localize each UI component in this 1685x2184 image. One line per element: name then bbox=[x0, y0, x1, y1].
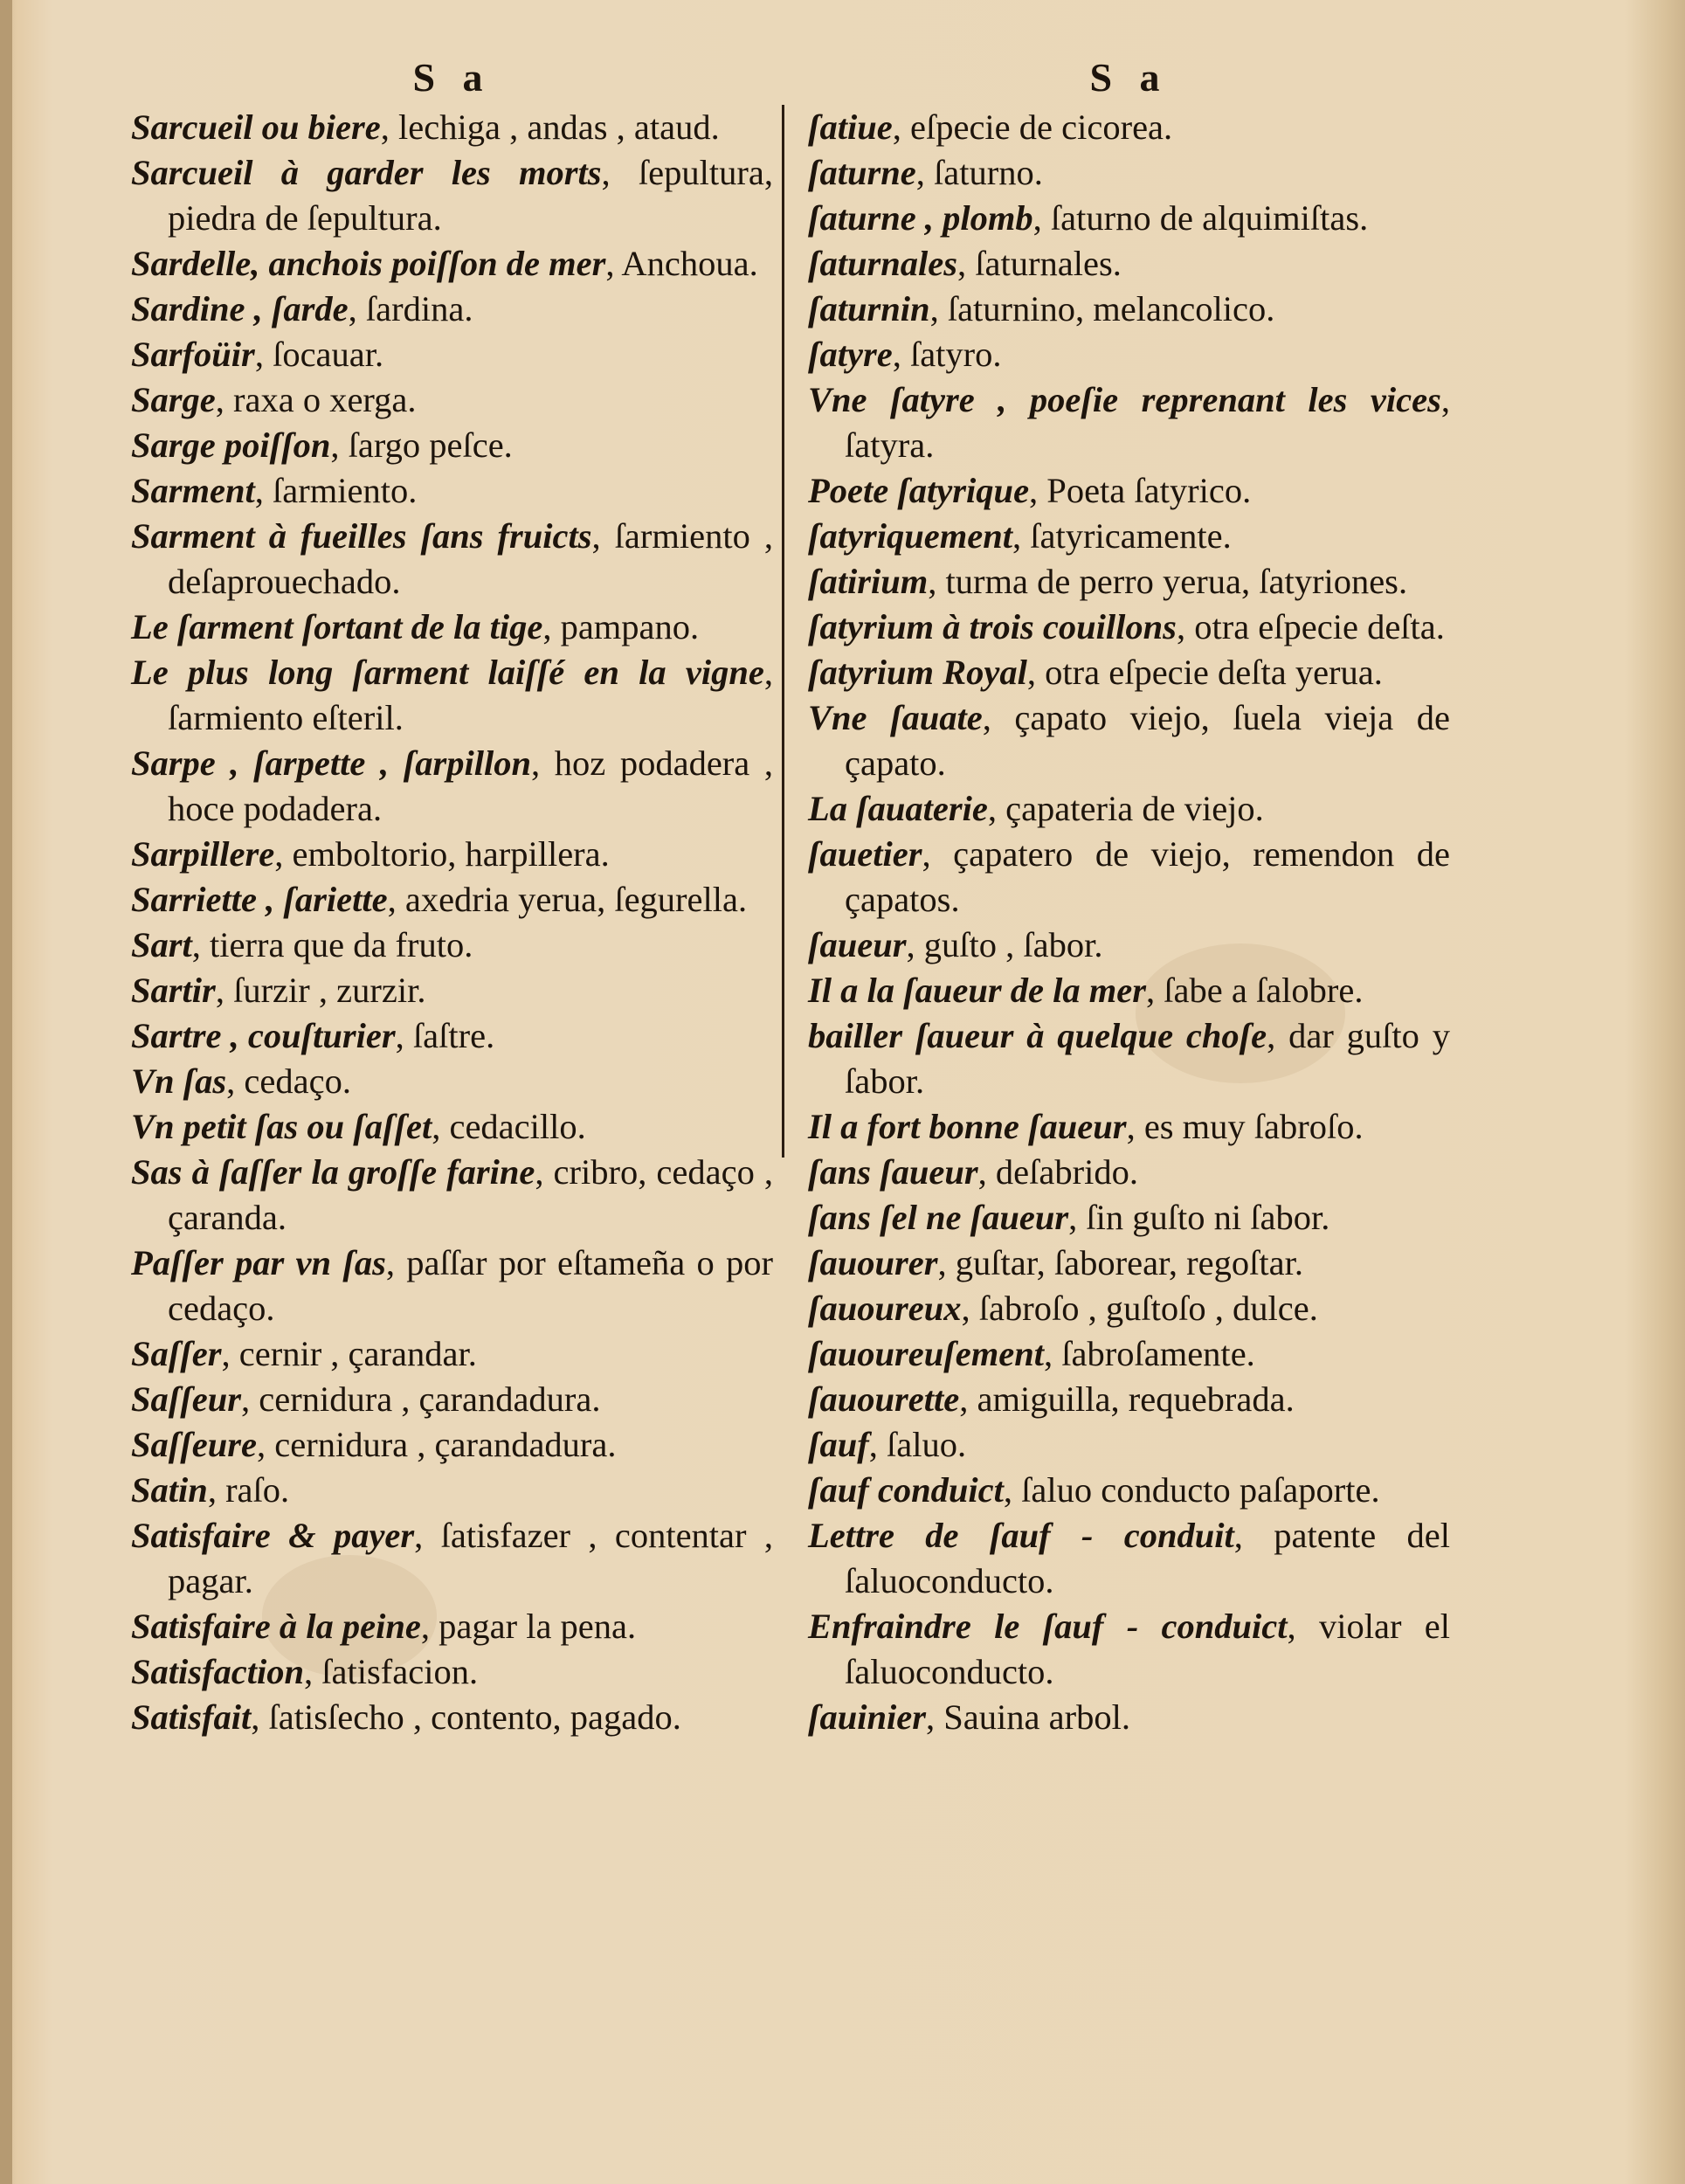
entry-translation: , raſo. bbox=[207, 1470, 290, 1510]
entry-translation: , ſargo peſce. bbox=[330, 425, 513, 465]
entry-headword: ſatyrium à trois couillons bbox=[808, 607, 1177, 646]
dictionary-entry bbox=[131, 1104, 773, 1150]
entry-headword: Saſſer bbox=[131, 1334, 222, 1373]
entry-headword: Satisfaire & payer bbox=[131, 1516, 415, 1555]
entry-translation: , ſatisſecho , contento, pagado. bbox=[251, 1697, 681, 1737]
entry-headword: Sarriette , ſariette bbox=[131, 880, 388, 919]
entry-translation: , cernir , çarandar. bbox=[221, 1334, 477, 1373]
entry-headword: Satisfaction bbox=[131, 1652, 305, 1691]
entry-headword: ſatirium bbox=[808, 562, 929, 601]
entry-headword: La ſauaterie bbox=[808, 789, 988, 828]
entry-headword: Sarment à fueilles ſans fruicts bbox=[131, 516, 592, 556]
dictionary-entry bbox=[808, 650, 1450, 695]
entry-headword: ſatyriquement bbox=[808, 516, 1012, 556]
entry-headword: Enfraindre le ſauf - conduict bbox=[808, 1607, 1288, 1646]
dictionary-entry bbox=[808, 1241, 1450, 1286]
entry-translation: , ſatisfacion. bbox=[304, 1652, 479, 1691]
entry-translation: , pagar la pena. bbox=[420, 1607, 637, 1646]
dictionary-entry bbox=[808, 1695, 1450, 1740]
entry-translation: , cernidura , çarandadura. bbox=[257, 1425, 617, 1464]
right-entry-list bbox=[808, 105, 1450, 1740]
entry-translation: , cribro, cedaço , çaranda. bbox=[168, 1152, 773, 1237]
dictionary-entry bbox=[131, 1422, 773, 1468]
entry-headword: Satisfait bbox=[131, 1697, 252, 1737]
dictionary-entry bbox=[131, 1649, 773, 1695]
dictionary-entry bbox=[808, 1468, 1450, 1513]
entry-headword: ſaturnin bbox=[808, 289, 930, 328]
entry-headword: Vn ſas bbox=[131, 1061, 227, 1101]
entry-headword: Le ſarment ſortant de la tige bbox=[131, 607, 543, 646]
dictionary-entry bbox=[808, 968, 1450, 1013]
entry-translation: , ſatyra. bbox=[845, 380, 1450, 465]
dictionary-entry bbox=[131, 1241, 773, 1331]
entry-headword: Sas à ſaſſer la groſſe farine bbox=[131, 1152, 535, 1192]
entry-translation: , ſaturno de alquimiſtas. bbox=[1032, 198, 1369, 238]
dictionary-entry bbox=[808, 695, 1450, 786]
entry-headword: Il a fort bonne ſaueur bbox=[808, 1107, 1127, 1146]
dictionary-entry bbox=[131, 968, 773, 1013]
dictionary-entry bbox=[131, 1150, 773, 1241]
dictionary-entry bbox=[808, 1104, 1450, 1150]
entry-headword: ſatiue bbox=[808, 107, 893, 147]
dictionary-entry bbox=[131, 1331, 773, 1377]
entry-translation: , ſardina. bbox=[348, 289, 473, 328]
dictionary-entry bbox=[131, 1013, 773, 1059]
entry-headword: Vn petit ſas ou ſaſſet bbox=[131, 1107, 432, 1146]
entry-translation: , paſſar por eſtameña o por cedaço. bbox=[168, 1243, 774, 1328]
entry-headword: ſaturne , plomb bbox=[808, 198, 1033, 238]
dictionary-entry bbox=[808, 1013, 1450, 1104]
dictionary-entry bbox=[808, 105, 1450, 150]
dictionary-entry bbox=[808, 196, 1450, 241]
entry-translation: , çapatero de viejo, remendon de çapatos. bbox=[845, 834, 1450, 919]
dictionary-entry bbox=[131, 605, 773, 650]
entry-headword: ſauinier bbox=[808, 1697, 927, 1737]
entry-translation: , ſaturno. bbox=[915, 153, 1043, 192]
column-divider bbox=[782, 105, 784, 1158]
entry-headword: Sarge bbox=[131, 380, 216, 419]
dictionary-entry bbox=[808, 1195, 1450, 1241]
entry-headword: Il a la ſaueur de la mer bbox=[808, 971, 1147, 1010]
dictionary-entry bbox=[808, 1377, 1450, 1422]
entry-headword: ſaueur bbox=[808, 925, 907, 964]
entry-translation: , cedaço. bbox=[226, 1061, 351, 1101]
left-entry-list bbox=[131, 105, 773, 1740]
dictionary-entry bbox=[808, 1331, 1450, 1377]
entry-headword: Sarcueil à garder les morts bbox=[131, 153, 602, 192]
entry-translation: , otra eſpecie deſta. bbox=[1176, 607, 1445, 646]
dictionary-entry bbox=[131, 923, 773, 968]
entry-headword: Satisfaire à la peine bbox=[131, 1607, 421, 1646]
entry-translation: , turma de perro yerua, ſatyriones. bbox=[928, 562, 1408, 601]
entry-headword: ſaturnales bbox=[808, 244, 958, 283]
left-column bbox=[131, 52, 773, 1740]
entry-headword: Paſſer par vn ſas bbox=[131, 1243, 386, 1282]
entry-translation: , emboltorio, harpillera. bbox=[274, 834, 610, 874]
dictionary-entry bbox=[131, 650, 773, 741]
entry-headword: Sardelle, anchois poiſſon de mer bbox=[131, 244, 606, 283]
dictionary-entry bbox=[131, 1059, 773, 1104]
entry-translation: , pampano. bbox=[542, 607, 700, 646]
entry-translation: , guſtar, ſaborear, regoſtar. bbox=[937, 1243, 1303, 1282]
dictionary-entry bbox=[808, 1286, 1450, 1331]
page-gutter-shadow bbox=[0, 0, 12, 2184]
dictionary-entry bbox=[808, 1604, 1450, 1695]
entry-translation: , dar guſto y ſabor. bbox=[845, 1016, 1451, 1101]
entry-headword: ſans ſel ne ſaueur bbox=[808, 1198, 1069, 1237]
entry-headword: Le plus long ſarment laiſſé en la vigne bbox=[131, 653, 764, 692]
dictionary-entry bbox=[808, 514, 1450, 559]
entry-headword: Sarge poiſſon bbox=[131, 425, 331, 465]
entry-translation: , ſabe a ſalobre. bbox=[1146, 971, 1364, 1010]
entry-translation: , ſatisfazer , contentar , pagar. bbox=[168, 1516, 773, 1600]
entry-translation: , Sauina arbol. bbox=[926, 1697, 1130, 1737]
entry-headword: ſatyre bbox=[808, 335, 893, 374]
entry-headword: Saſſeur bbox=[131, 1379, 242, 1419]
entry-headword: ſatyrium Royal bbox=[808, 653, 1027, 692]
entry-headword: Vne ſatyre , poeſie reprenant les vices bbox=[808, 380, 1441, 419]
entry-translation: , otra eſpecie deſta yerua. bbox=[1026, 653, 1383, 692]
dictionary-entry bbox=[808, 332, 1450, 377]
entry-translation: , patente del ſaluoconducto. bbox=[845, 1516, 1450, 1600]
dictionary-entry bbox=[808, 605, 1450, 650]
dictionary-entry bbox=[131, 241, 773, 287]
dictionary-entry bbox=[131, 287, 773, 332]
dictionary-entry bbox=[131, 105, 773, 150]
entry-translation: , ſarmiento eſteril. bbox=[168, 653, 773, 737]
dictionary-entry bbox=[808, 559, 1450, 605]
entry-headword: Sardine , ſarde bbox=[131, 289, 349, 328]
entry-headword: Sartir bbox=[131, 971, 216, 1010]
entry-translation: , lechiga , andas , ataud. bbox=[380, 107, 720, 147]
left-column-header: S a bbox=[412, 55, 492, 100]
entry-translation: , ſabroſamente. bbox=[1044, 1334, 1255, 1373]
dictionary-entry bbox=[808, 241, 1450, 287]
entry-translation: , ſaturnales. bbox=[957, 244, 1122, 283]
entry-translation: , çapato viejo, ſuela vieja de çapato. bbox=[845, 698, 1450, 783]
entry-translation: , Anchoua. bbox=[605, 244, 758, 283]
right-column-header: S a bbox=[1089, 55, 1169, 100]
entry-translation: , ſaſtre. bbox=[395, 1016, 495, 1055]
entry-translation: , hoz podadera , hoce podadera. bbox=[168, 743, 774, 828]
entry-headword: Sarpe , ſarpette , ſarpillon bbox=[131, 743, 531, 783]
right-column bbox=[808, 52, 1450, 1740]
dictionary-entry bbox=[131, 1604, 773, 1649]
entry-translation: , ſaluo conducto paſaporte. bbox=[1003, 1470, 1380, 1510]
entry-translation: , raxa o xerga. bbox=[215, 380, 417, 419]
dictionary-entry bbox=[808, 287, 1450, 332]
dictionary-entry bbox=[131, 1377, 773, 1422]
entry-headword: Poete ſatyrique bbox=[808, 471, 1030, 510]
entry-headword: ſauoureux bbox=[808, 1289, 962, 1328]
entry-headword: bailler ſaueur à quelque choſe bbox=[808, 1016, 1267, 1055]
dictionary-entry bbox=[808, 786, 1450, 832]
entry-translation: , ſepultura, piedra de ſepultura. bbox=[168, 153, 773, 238]
entry-translation: , ſurzir , zurzir. bbox=[215, 971, 426, 1010]
dictionary-entry bbox=[808, 1513, 1450, 1604]
dictionary-entry bbox=[131, 1468, 773, 1513]
dictionary-entry bbox=[131, 741, 773, 832]
dictionary-entry bbox=[808, 468, 1450, 514]
dictionary-entry bbox=[131, 514, 773, 605]
entry-translation: , violar el ſaluoconducto. bbox=[845, 1607, 1451, 1691]
dictionary-entry bbox=[131, 1695, 773, 1740]
dictionary-entry bbox=[808, 1422, 1450, 1468]
entry-translation: , cernidura , çarandadura. bbox=[241, 1379, 601, 1419]
entry-translation: , ſaluo. bbox=[868, 1425, 967, 1464]
dictionary-entry bbox=[131, 468, 773, 514]
entry-headword: Lettre de ſauf - conduit bbox=[808, 1516, 1234, 1555]
dictionary-entry bbox=[808, 377, 1450, 468]
entry-headword: Sartre , couſturier bbox=[131, 1016, 396, 1055]
entry-translation: , çapateria de viejo. bbox=[987, 789, 1264, 828]
entry-headword: ſauetier bbox=[808, 834, 922, 874]
entry-translation: , deſabrido. bbox=[977, 1152, 1138, 1192]
dictionary-entry bbox=[131, 1513, 773, 1604]
dictionary-entry bbox=[131, 150, 773, 241]
entry-translation: , ſatyro. bbox=[892, 335, 1002, 374]
entry-translation: , ſin guſto ni ſabor. bbox=[1068, 1198, 1330, 1237]
dictionary-entry bbox=[808, 150, 1450, 196]
entry-headword: ſaturne bbox=[808, 153, 916, 192]
entry-translation: , Poeta ſatyrico. bbox=[1029, 471, 1252, 510]
entry-translation: , cedacillo. bbox=[432, 1107, 586, 1146]
entry-headword: ſauourette bbox=[808, 1379, 960, 1419]
dictionary-entry bbox=[131, 377, 773, 423]
dictionary-entry bbox=[808, 832, 1450, 923]
entry-headword: ſauoureuſement bbox=[808, 1334, 1045, 1373]
entry-translation: , guſto , ſabor. bbox=[906, 925, 1103, 964]
entry-headword: ſauf bbox=[808, 1425, 869, 1464]
dictionary-entry bbox=[131, 332, 773, 377]
entry-translation: , ſaturnino, melancolico. bbox=[929, 289, 1275, 328]
entry-headword: Sarfoüir bbox=[131, 335, 255, 374]
entry-translation: , es muy ſabroſo. bbox=[1126, 1107, 1364, 1146]
dictionary-entry bbox=[131, 423, 773, 468]
entry-translation: , ſocauar. bbox=[254, 335, 384, 374]
entry-headword: Sarcueil ou biere bbox=[131, 107, 381, 147]
entry-translation: , tierra que da fruto. bbox=[191, 925, 473, 964]
dictionary-entry bbox=[808, 1150, 1450, 1195]
entry-headword: Sarpillere bbox=[131, 834, 275, 874]
entry-headword: Satin bbox=[131, 1470, 208, 1510]
dictionary-entry bbox=[131, 877, 773, 923]
entry-translation: , ſarmiento , deſaprouechado. bbox=[168, 516, 773, 601]
dictionary-entry bbox=[808, 923, 1450, 968]
entry-translation: , amiguilla, requebrada. bbox=[959, 1379, 1295, 1419]
entry-headword: ſauf conduict bbox=[808, 1470, 1004, 1510]
entry-translation: , axedria yerua, ſegurella. bbox=[387, 880, 748, 919]
entry-translation: , eſpecie de cicorea. bbox=[892, 107, 1173, 147]
entry-headword: ſauourer bbox=[808, 1243, 938, 1282]
entry-headword: ſans ſaueur bbox=[808, 1152, 978, 1192]
entry-headword: Sarment bbox=[131, 471, 255, 510]
entry-translation: , ſatyricamente. bbox=[1012, 516, 1232, 556]
dictionary-entry bbox=[131, 832, 773, 877]
entry-headword: Saſſeure bbox=[131, 1425, 257, 1464]
entry-translation: , ſabroſo , guſtoſo , dulce. bbox=[961, 1289, 1318, 1328]
entry-headword: Sart bbox=[131, 925, 192, 964]
entry-headword: Vne ſauate bbox=[808, 698, 983, 737]
entry-translation: , ſarmiento. bbox=[254, 471, 418, 510]
